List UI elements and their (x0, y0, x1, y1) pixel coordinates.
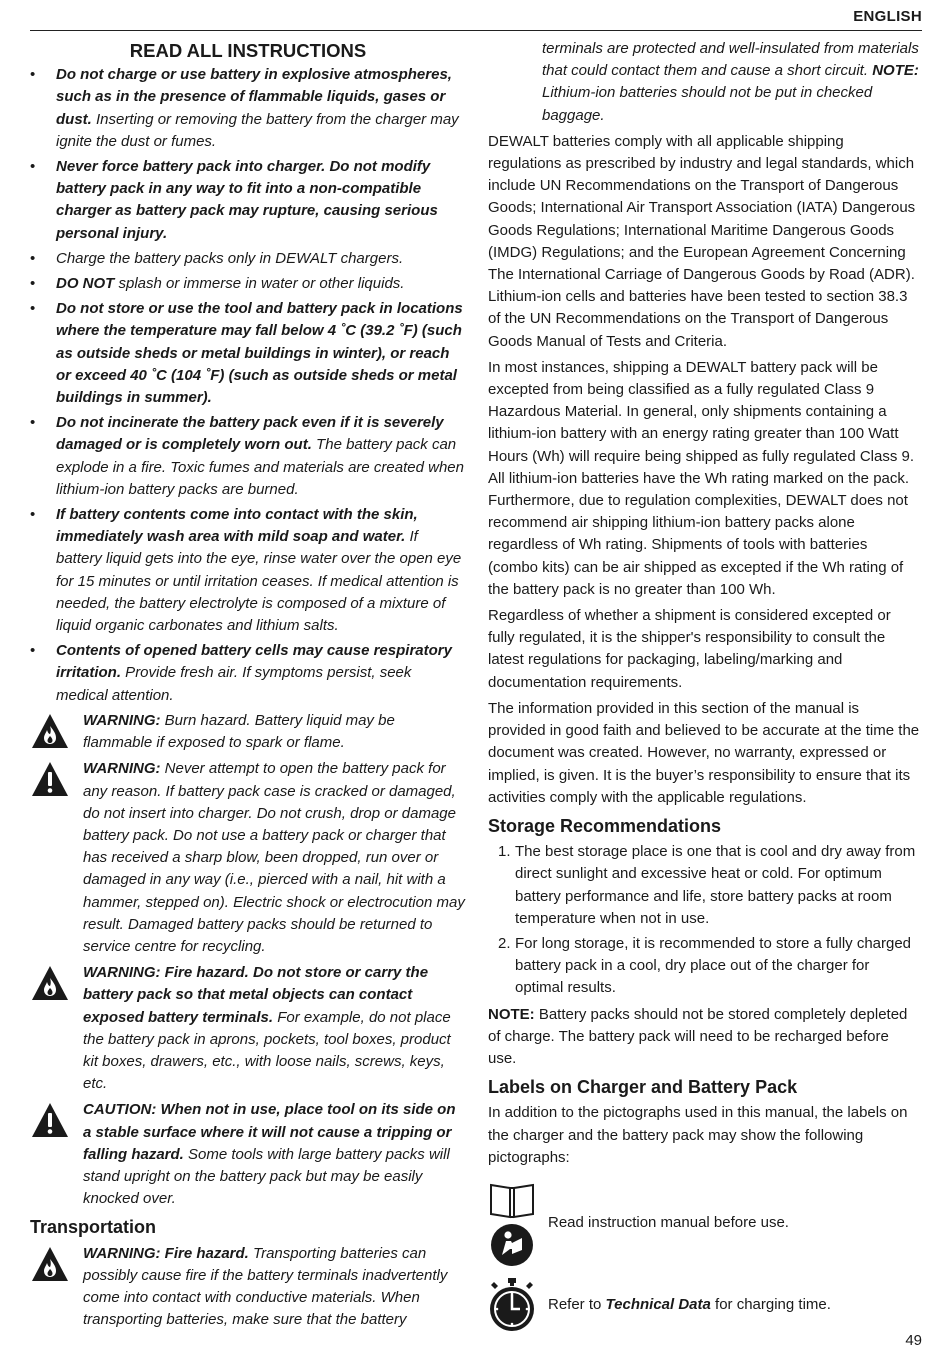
burn-hazard-warning (30, 710, 466, 754)
shipping-classification-paragraph (488, 357, 920, 601)
open-battery-warning (30, 758, 466, 958)
list-item (30, 298, 466, 409)
paragraph-text: WALT does not recommend air shipping lithium-ion battery packs alone regardless of Wh rating. Shipments of tools with batteries (combo kits) can be air shipped as excepted if the Wh rating of the battery pack is no greater than 100 Wh. (488, 492, 908, 598)
picto-text: for charging time. (710, 1295, 831, 1313)
bullet-bold-text: Contents of opened battery cells may cause respiratory irritation. (56, 642, 452, 682)
bullet-bold-text: DO NOT (56, 275, 115, 293)
disclaimer-paragraph: The information provided in this section of the manual is provided in good faith and believed to be accurate at the time the document was created. However, no warranty, expressed or implied, is given. It is the buyer’s responsibility to ensure that its activities comply with the applicable regulations. (488, 699, 920, 806)
warning-text: Never attempt to open the battery pack for any reason. If battery pack case is cracked or damaged, do not insert into charger. Do not crush, drop or damage battery pack. Do not use a battery pack or charger that has received a sharp blow, been dropped, run over or damaged in any way (i.e., pierced with a nail, hit with a hammer, stepped on). Electric shock or electrocution may result. Damaged battery packs should be returned to service centre for recycling. (83, 760, 465, 955)
paragraph-text: In most instances, shipping a D (488, 358, 697, 376)
fire-warning-icon (30, 1245, 70, 1285)
transportation-heading: Transportation (30, 1217, 157, 1238)
labels-heading: Labels on Charger and Battery Pack (488, 1077, 798, 1098)
paragraph-text: WALT batteries comply with all applicable shipping regulations as prescribed by industry and legal standards, which include UN Recommendations on the Transport of Dangerous Goods; International Air Transport Association (IATA) Dangerous Goods Regulations; International Maritime Dangerous Goods (IMDG) Regulations; and the European Agreement Concerning The International Carriage of Dangerous Goods by Road (ADR). Lithium-ion cells and batteries have been tested to section 38.3 of the UN Recommendations on the Transport of Dangerous Goods Manual of Tests and Criteria. (488, 132, 916, 350)
list-item (30, 504, 466, 637)
warning-text: Some tools with large battery packs will stand upright on the battery pack but may be easily knocked over. (83, 1145, 450, 1208)
bullet-text: Charge the battery packs only in D (56, 249, 287, 267)
bullet-bold-text: Never force battery pack into charger. Do not modify battery pack in any way to fit into a non-compatible charger as battery pack may rupture, causing serious personal injury. (56, 158, 438, 242)
bullet-bold-text: Do not charge or use battery in explosive atmospheres, such as in the presence of flammable liquids, gases or dust. (56, 66, 452, 128)
fire-warning-icon (30, 712, 70, 752)
exclamation-warning-icon (30, 760, 70, 800)
fire-warning-icon (30, 964, 70, 1004)
read-manual-icon (488, 1179, 536, 1267)
brand-small-caps: E (498, 132, 509, 150)
list-number: 1. (498, 843, 511, 861)
warning-text: Transporting batteries can possibly cause fire if the battery terminals inadvertently come into contact with conductive materials. When transporting batteries, make sure that the battery (83, 1244, 448, 1329)
list-item (30, 412, 466, 501)
list-text: The best storage place is one that is cool and dry away from direct sunlight and excessive heat or cold. For optimum battery performance and life, store battery packs at room temperature when not in use. (515, 843, 916, 927)
note-text: Lithium-ion batteries should not be put in checked baggage. (542, 84, 873, 124)
note-label: NOTE: (488, 1005, 535, 1023)
storage-recommendations-heading: Storage Recommendations (488, 815, 722, 836)
warning-label: WARNING: (83, 760, 161, 778)
list-item (30, 273, 466, 295)
warning-text: Burn hazard. Battery liquid may be flammable if exposed to spark or flame. (83, 711, 395, 752)
header-divider (30, 30, 922, 31)
safety-bullet-list (30, 64, 466, 707)
bullet-bold-text: Do not incinerate the battery pack even if it is severely damaged or is completely worn out. (56, 414, 444, 454)
picto-text: Refer to (548, 1295, 606, 1313)
charging-time-text (548, 1294, 831, 1316)
read-all-instructions-heading: READ ALL INSTRUCTIONS (129, 40, 367, 61)
language-label: ENGLISH (853, 8, 922, 25)
read-manual-pictograph (488, 1179, 920, 1267)
continuation-text: terminals are protected and well-insulated from materials that could contact them and cause a short circuit. (542, 40, 919, 80)
shipping-compliance-paragraph (488, 131, 920, 353)
transport-warning-continuation (488, 38, 920, 127)
bullet-text: The battery pack can explode in a fire. Toxic fumes and materials are created when lithium-ion battery packs are burned. (56, 436, 464, 498)
brand-small-caps: E (696, 358, 707, 376)
warning-text: For example, do not place the battery pack in aprons, pockets, tool boxes, product kit boxes, drawers, etc., with loose nails, screws, keys, etc. (83, 1008, 451, 1093)
bullet-text: If battery liquid gets into the eye, rinse water over the open eye for 15 minutes or until irritation ceases. If medical attention is needed, the battery electrolyte is composed of a mixture of liquid organic carbonates and lithium salts. (56, 528, 462, 635)
exclamation-warning-icon (30, 1101, 70, 1141)
brand-text: D (488, 132, 499, 150)
labels-paragraph: In addition to the pictographs used in this manual, the labels on the charger and the battery pack may show the following pictographs: (488, 1104, 908, 1166)
warning-label: WARNING: Fire hazard. Do not store or carry the battery pack so that metal objects can contact exposed battery terminals. (83, 964, 429, 1026)
bullet-bold-text: Do not store or use the tool and battery pack in locations where the temperature may fall below 4 ˚C (39.2 ˚F) (such as outside sheds or metal buildings in winter), or reach or exceed 40 ˚C (104 ˚F) (such as outside sheds or metal buildings in summer). (56, 300, 463, 407)
bullet-text: splash or immerse in water or other liquids. (114, 275, 405, 293)
technical-data-reference: Technical Data (605, 1295, 711, 1313)
list-item (30, 64, 466, 153)
note-label: NOTE: (872, 62, 919, 80)
bullet-bold-text: If battery contents come into contact with the skin, immediately wash area with mild soap and water. (56, 506, 418, 546)
list-number: 2. (498, 934, 511, 952)
bullet-text: Inserting or removing the battery from the charger may ignite the dust or fumes. (56, 110, 459, 150)
storage-note (488, 1004, 920, 1071)
brand-small-caps: E (796, 492, 807, 510)
list-item (30, 156, 466, 245)
storage-list (488, 841, 920, 999)
list-item (30, 248, 466, 270)
note-text: Battery packs should not be stored completely depleted of charge. The battery pack will need to be recharged before use. (488, 1005, 908, 1067)
fire-hazard-warning (30, 962, 466, 1095)
list-item (488, 933, 920, 1000)
charging-time-pictograph (488, 1277, 920, 1333)
stopwatch-icon (488, 1277, 536, 1333)
warning-label: WARNING: Fire hazard. (83, 1244, 249, 1262)
tripping-hazard-caution (30, 1099, 466, 1210)
warning-label: WARNING: (83, 711, 161, 729)
list-item (488, 841, 920, 930)
right-column (488, 38, 920, 1333)
left-column (30, 38, 466, 1335)
warning-label: CAUTION: When not in use, place tool on its side on a stable surface where it will not cause a tripping or falling hazard. (83, 1101, 456, 1163)
shipper-responsibility-paragraph: Regardless of whether a shipment is considered excepted or fully regulated, it is the shipper's responsibility to consult the latest regulations for packaging, labeling/marking and documentation requirements. (488, 607, 891, 691)
transport-fire-warning (30, 1243, 466, 1332)
paragraph-text: WALT battery pack will be excepted from being classified as a fully regulated Class 9 Hazardous Material. In general, only shipments containing a lithium-ion battery with an energy rating greater than 100 Watt Hours (Wh) will require being shipped as fully regulated Class 9. All lithium-ion batteries have the Wh rating marked on the pack. Furthermore, due to regulation complexities, D (488, 358, 915, 510)
page-number: 49 (905, 1332, 922, 1349)
brand-small-caps: E (286, 249, 297, 267)
bullet-text: WALT chargers. (296, 249, 404, 267)
read-manual-text: Read instruction manual before use. (548, 1213, 789, 1231)
list-item (30, 640, 466, 707)
list-text: For long storage, it is recommended to store a fully charged battery pack in a cool, dry place out of the charger for optimal results. (515, 934, 912, 997)
bullet-text: Provide fresh air. If symptoms persist, seek medical attention. (56, 664, 412, 704)
